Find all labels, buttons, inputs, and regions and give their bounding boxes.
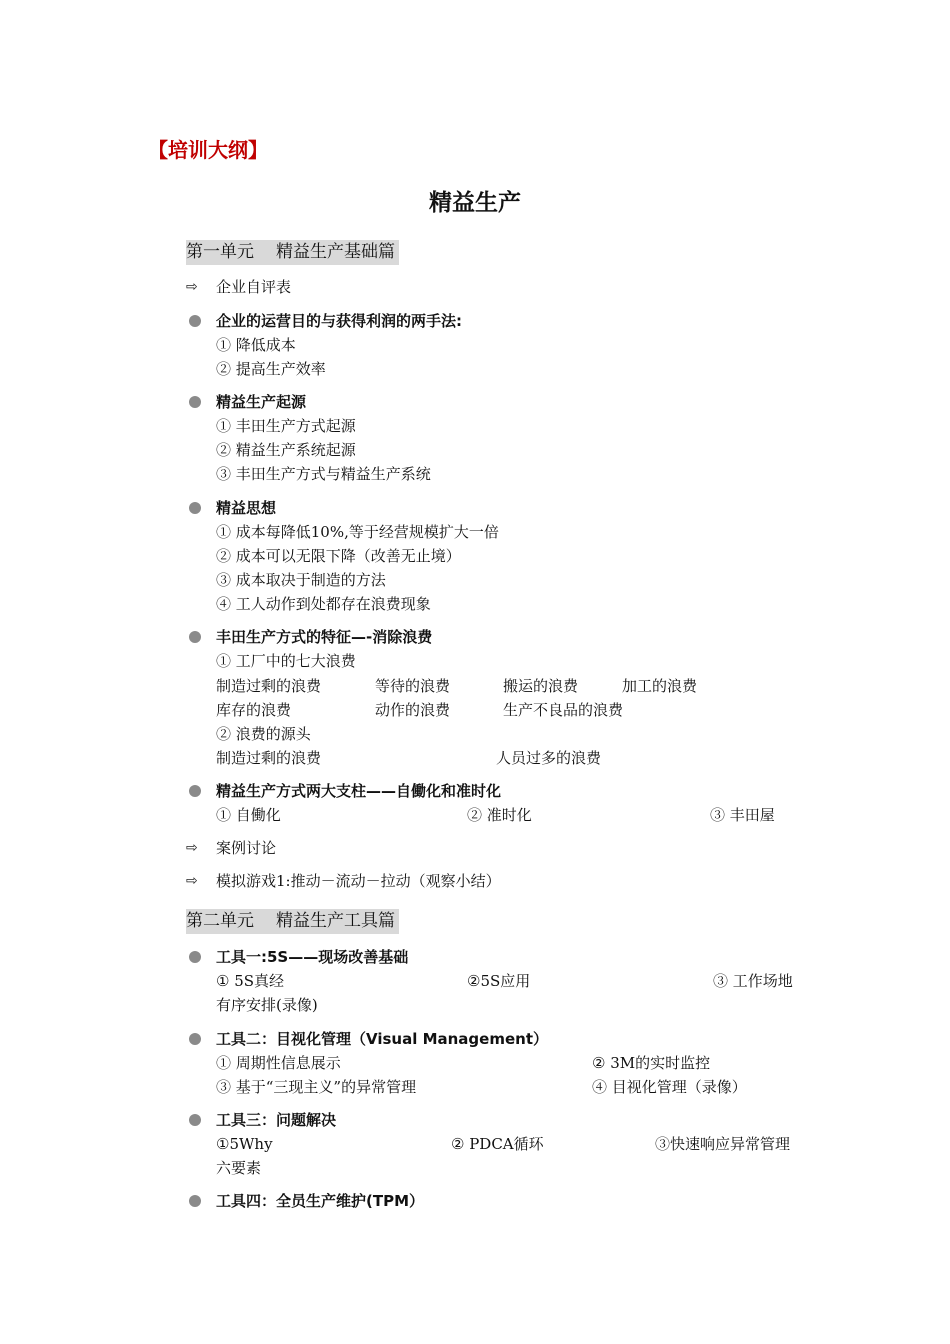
case-discussion-item: 案例讨论 <box>216 839 277 857</box>
list-item: ③ 基于“三现主义”的异常管理 <box>216 1078 417 1096</box>
section-title: 工具二：目视化管理（Visual Management） <box>216 1030 548 1048</box>
self-assessment-item: 企业自评表 <box>216 278 292 296</box>
waste-item: 制造过剩的浪费 <box>216 677 322 695</box>
list-item: ① 降低成本 <box>216 336 296 354</box>
bullet-icon <box>189 396 201 408</box>
waste-item: 库存的浪费 <box>216 701 292 719</box>
unit-1-title: 精益生产基础篇 <box>276 242 395 262</box>
list-item: ① 周期性信息展示 <box>216 1054 341 1072</box>
waste-item: 人员过多的浪费 <box>496 749 602 767</box>
list-item: ① 5S真经 <box>216 972 285 990</box>
section-title: 工具一:5S——现场改善基础 <box>216 948 409 966</box>
waste-item: 动作的浪费 <box>375 701 451 719</box>
page-title: 精益生产 <box>429 190 521 216</box>
list-item: ② 提高生产效率 <box>216 360 326 378</box>
unit-1-label: 第一单元 <box>186 242 254 262</box>
bullet-icon <box>189 631 201 643</box>
section-title: 企业的运营目的与获得利润的两手法: <box>216 312 463 330</box>
bullet-icon <box>189 502 201 514</box>
list-item: ② 精益生产系统起源 <box>216 441 356 459</box>
list-item: ① 丰田生产方式起源 <box>216 417 356 435</box>
list-item: ① 成本每降低10%,等于经营规模扩大一倍 <box>216 523 499 541</box>
unit-2-heading <box>186 909 399 934</box>
list-item: ② PDCA循环 <box>451 1135 544 1153</box>
section-title: 精益思想 <box>216 499 277 517</box>
section-title: 工具四：全员生产维护(TPM） <box>216 1192 425 1210</box>
bullet-icon <box>189 1195 201 1207</box>
bullet-icon <box>189 785 201 797</box>
unit-2-label: 第二单元 <box>186 911 254 931</box>
list-item: ① 自働化 <box>216 806 281 824</box>
simulation-game-item: 模拟游戏1:推动－流动－拉动（观察小结） <box>216 872 501 890</box>
section-title: 精益生产起源 <box>216 393 307 411</box>
section-title: 精益生产方式两大支柱——自働化和准时化 <box>216 782 502 800</box>
list-item: ③ 工作场地 <box>713 972 793 990</box>
unit-1-heading <box>186 240 399 265</box>
section-title: 工具三：问题解决 <box>216 1111 337 1129</box>
bullet-icon <box>189 1114 201 1126</box>
list-item: ③ 成本取决于制造的方法 <box>216 571 386 589</box>
arrow-icon: ⇨ <box>186 873 198 889</box>
unit-2-title: 精益生产工具篇 <box>276 911 395 931</box>
list-item: ① 工厂中的七大浪费 <box>216 652 356 670</box>
waste-item: 生产不良品的浪费 <box>503 701 624 719</box>
list-item: ② 浪费的源头 <box>216 725 311 743</box>
bullet-icon <box>189 951 201 963</box>
list-item-continuation: 有序安排(录像) <box>216 996 318 1014</box>
waste-item: 加工的浪费 <box>622 677 698 695</box>
waste-item: 制造过剩的浪费 <box>216 749 322 767</box>
bullet-icon <box>189 315 201 327</box>
list-item: ④ 目视化管理（录像） <box>592 1078 747 1096</box>
list-item: ③ 丰田屋 <box>710 806 775 824</box>
waste-item: 等待的浪费 <box>375 677 451 695</box>
list-item: ①5Why <box>216 1135 273 1153</box>
list-item: ② 准时化 <box>467 806 532 824</box>
list-item: ③ 丰田生产方式与精益生产系统 <box>216 465 431 483</box>
list-item: ② 成本可以无限下降（改善无止境） <box>216 547 461 565</box>
list-item-continuation: 六要素 <box>216 1159 262 1177</box>
waste-item: 搬运的浪费 <box>503 677 579 695</box>
list-item: ④ 工人动作到处都存在浪费现象 <box>216 595 431 613</box>
arrow-icon: ⇨ <box>186 840 198 856</box>
list-item: ②5S应用 <box>467 972 531 990</box>
section-title: 丰田生产方式的特征—-消除浪费 <box>216 628 433 646</box>
list-item: ③快速响应异常管理 <box>655 1135 791 1153</box>
arrow-icon: ⇨ <box>186 279 198 295</box>
outline-header: 【培训大纲】 <box>148 138 268 162</box>
bullet-icon <box>189 1033 201 1045</box>
list-item: ② 3M的实时监控 <box>592 1054 711 1072</box>
